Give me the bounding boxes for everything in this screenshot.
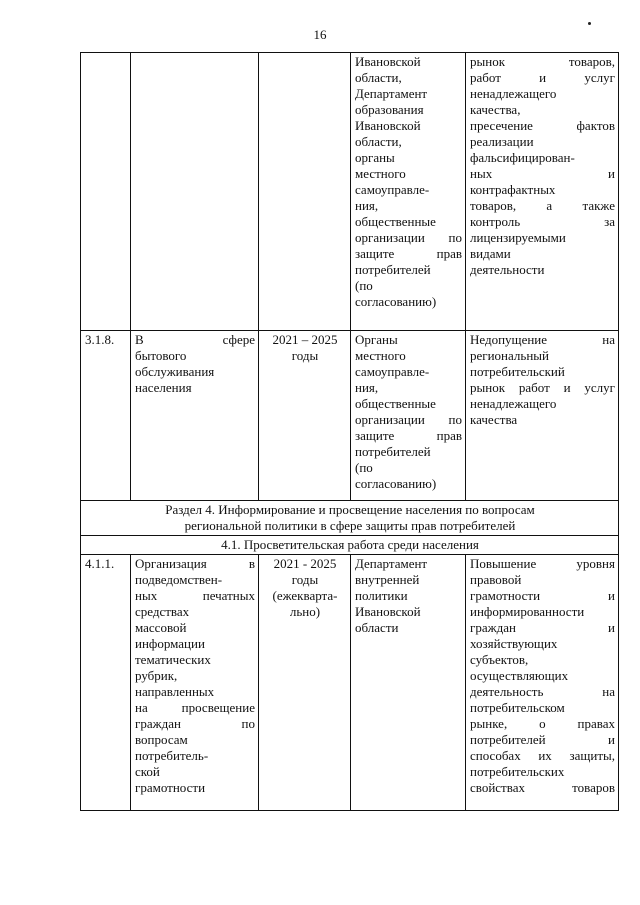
cell-name-continued [131, 53, 259, 331]
cell-term-4-1-1 [259, 555, 351, 811]
cell-result-4-1-1-line: свойствах товаров [470, 780, 615, 795]
cell-result-continued-line: качества, [470, 102, 521, 117]
cell-name-3-1-8 [131, 331, 259, 501]
cell-executor-3-1-8-line: (по [355, 460, 373, 475]
section-4-title-line-2: региональной политики в сфере защиты прав потребителей [184, 518, 516, 533]
section-4-title-line-1: Раздел 4. Информирование и просвещение населения по вопросам [165, 502, 535, 517]
cell-executor-4-1-1-line: Департамент [355, 556, 428, 571]
cell-result-continued [466, 53, 619, 331]
cell-result-continued-line: рынок товаров, [470, 54, 615, 69]
cell-term-4-1-1-line: 2021 - 2025 [273, 556, 337, 571]
cell-executor-continued-line: защите прав [355, 246, 462, 261]
cell-name-4-1-1-line: ской [135, 764, 160, 779]
cell-executor-continued-line: органы [355, 150, 395, 165]
cell-executor-4-1-1-line: политики [355, 588, 408, 603]
cell-executor-4-1-1 [351, 555, 466, 811]
cell-result-4-1-1-line: грамотности и [470, 588, 615, 603]
cell-result-continued-line: товаров, а также [470, 198, 615, 213]
cell-executor-4-1-1-line: Ивановской [355, 604, 421, 619]
cell-executor-4-1-1-line: области [355, 620, 399, 635]
cell-result-3-1-8-line: Недопущение на [470, 332, 615, 347]
cell-result-3-1-8-line: региональный [470, 348, 549, 363]
subsection-4-1-row [81, 536, 619, 555]
cell-result-4-1-1-line: осуществляющих [470, 668, 569, 683]
cell-executor-3-1-8-line: общественные [355, 396, 436, 411]
cell-executor-3-1-8-line: ния, [355, 380, 379, 395]
cell-name-4-1-1-line: массовой [135, 620, 187, 635]
table-row-3-1-8 [81, 331, 619, 501]
cell-executor-continued-line: потребителей [355, 262, 431, 277]
cell-executor-3-1-8-line: Органы [355, 332, 398, 347]
cell-executor-continued-line: общественные [355, 214, 436, 229]
scan-speck [588, 22, 591, 25]
cell-num-continued [81, 53, 131, 331]
cell-result-4-1-1-line: потребителей и [470, 732, 615, 747]
cell-term-4-1-1-line: годы [291, 572, 319, 587]
cell-name-4-1-1-line: информации [135, 636, 205, 651]
cell-executor-continued [351, 53, 466, 331]
cell-name-4-1-1-line: на просвещение [135, 700, 255, 715]
cell-executor-continued-line: образования [355, 102, 424, 117]
cell-executor-3-1-8-line: организации по [355, 412, 462, 427]
cell-executor-continued-line: Ивановской [355, 118, 421, 133]
cell-term-4-1-1-line: (ежекварта- [272, 588, 338, 603]
cell-executor-continued-line: организации по [355, 230, 462, 245]
cell-name-3-1-8-line: населения [135, 380, 192, 395]
cell-result-4-1-1-line: граждан и [470, 620, 615, 635]
cell-result-4-1-1-line: деятельность на [470, 684, 615, 699]
cell-name-4-1-1-line: направленных [135, 684, 215, 699]
cell-term-4-1-1-line: льно) [289, 604, 321, 619]
cell-name-4-1-1-line: средствах [135, 604, 190, 619]
cell-result-3-1-8-line: рынок работ и услуг [470, 380, 615, 395]
page-number: 16 [313, 27, 327, 42]
cell-executor-continued-line: Департамент [355, 86, 428, 101]
cell-result-continued-line: деятельности [470, 262, 545, 277]
section-4-heading-row [81, 501, 619, 536]
cell-term-3-1-8-line: 2021 – 2025 [272, 332, 338, 347]
cell-result-4-1-1-line: хозяйствующих [470, 636, 558, 651]
cell-executor-continued-line: Ивановской [355, 54, 421, 69]
cell-result-continued-line: лицензируемыми [470, 230, 566, 245]
cell-name-4-1-1-line: ных печатных [135, 588, 255, 603]
table-row-continued [81, 53, 619, 331]
cell-name-4-1-1-line: вопросам [135, 732, 188, 747]
cell-executor-3-1-8-line: согласованию) [355, 476, 437, 491]
cell-name-3-1-8-line: В сфере [135, 332, 255, 347]
cell-executor-3-1-8-line: потребителей [355, 444, 431, 459]
cell-result-continued-line: контрафактных [470, 182, 556, 197]
cell-result-4-1-1-line: субъектов, [470, 652, 529, 667]
cell-result-4-1-1-line: потребительских [470, 764, 565, 779]
cell-name-3-1-8-line: обслуживания [135, 364, 215, 379]
cell-result-4-1-1-line: информированности [470, 604, 585, 619]
cell-executor-3-1-8 [351, 331, 466, 501]
cell-result-3-1-8-line: потребительский [470, 364, 565, 379]
cell-executor-3-1-8-line: защите прав [355, 428, 462, 443]
measures-table [80, 52, 619, 811]
cell-name-4-1-1-line: грамотности [135, 780, 206, 795]
cell-result-3-1-8-line: ненадлежащего [470, 396, 557, 411]
cell-name-4-1-1-line: тематических [135, 652, 211, 667]
cell-name-4-1-1-line: подведомствен- [135, 572, 223, 587]
cell-name-4-1-1-line: рубрик, [135, 668, 178, 683]
cell-executor-continued-line: ния, [355, 198, 379, 213]
cell-term-3-1-8-line: годы [291, 348, 319, 363]
cell-result-3-1-8-line: качества [470, 412, 518, 427]
cell-result-continued-line: реализации [470, 134, 534, 149]
cell-result-4-1-1-line: способах их защиты, [470, 748, 615, 763]
cell-name-3-1-8-line: бытового [135, 348, 187, 363]
cell-result-4-1-1-line: потребительском [470, 700, 565, 715]
cell-result-continued-line: пресечение фактов [470, 118, 615, 133]
cell-executor-continued-line: области, [355, 70, 402, 85]
cell-executor-continued-line: согласованию) [355, 294, 437, 309]
subsection-4-1-heading: 4.1. Просветительская работа среди населения [81, 536, 619, 555]
document-table-frame [80, 52, 618, 811]
cell-num-3-1-8: 3.1.8. [81, 331, 131, 501]
table-row-4-1-1 [81, 555, 619, 811]
cell-result-4-1-1-line: правовой [470, 572, 522, 587]
section-4-heading [81, 501, 619, 536]
cell-term-3-1-8 [259, 331, 351, 501]
cell-result-continued-line: фальсифицирован- [470, 150, 575, 165]
cell-executor-4-1-1-line: внутренней [355, 572, 420, 587]
cell-executor-3-1-8-line: самоуправле- [355, 364, 430, 379]
cell-result-4-1-1 [466, 555, 619, 811]
cell-executor-continued-line: самоуправле- [355, 182, 430, 197]
cell-executor-continued-line: местного [355, 166, 406, 181]
cell-result-4-1-1-line: рынке, о правах [470, 716, 615, 731]
cell-name-4-1-1-line: потребитель- [135, 748, 209, 763]
cell-term-continued [259, 53, 351, 331]
cell-executor-continued-line: области, [355, 134, 402, 149]
cell-executor-3-1-8-line: местного [355, 348, 406, 363]
cell-executor-continued-line: (по [355, 278, 373, 293]
cell-result-3-1-8 [466, 331, 619, 501]
cell-name-4-1-1 [131, 555, 259, 811]
cell-name-4-1-1-line: Организация в [135, 556, 255, 571]
cell-result-continued-line: видами [470, 246, 511, 261]
cell-num-4-1-1: 4.1.1. [81, 555, 131, 811]
cell-result-continued-line: ных и [470, 166, 615, 181]
cell-result-continued-line: ненадлежащего [470, 86, 557, 101]
cell-name-4-1-1-line: граждан по [135, 716, 255, 731]
cell-result-4-1-1-line: Повышение уровня [470, 556, 615, 571]
cell-result-continued-line: работ и услуг [470, 70, 615, 85]
cell-result-continued-line: контроль за [470, 214, 615, 229]
